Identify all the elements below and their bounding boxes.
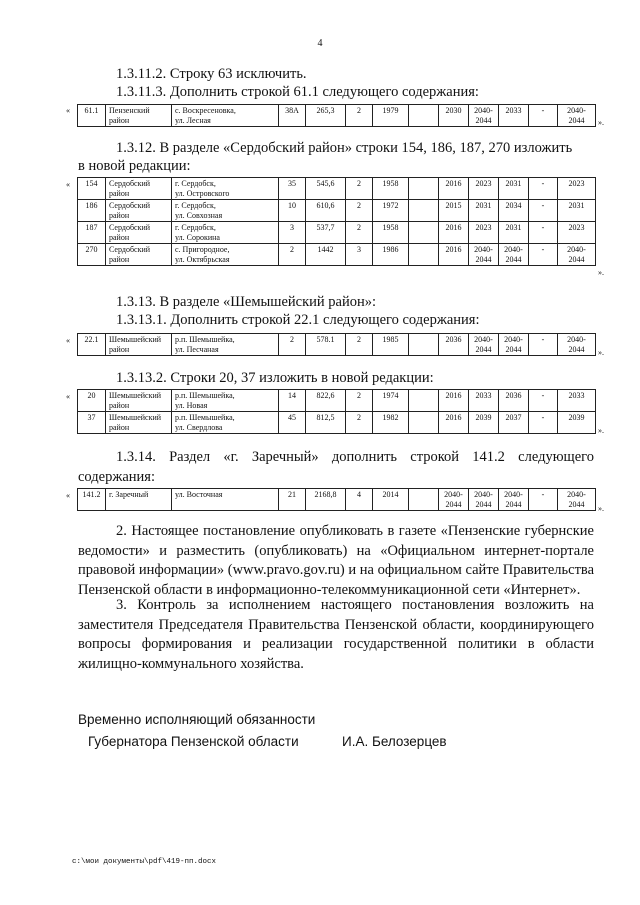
table-rows-5 (77, 488, 596, 511)
table-cell: 2023 (558, 222, 596, 244)
clause-1-3-12: 1.3.12. В разделе «Сердобский район» строки 154, 186, 187, 270 изложить (116, 140, 573, 156)
table-cell: 14 (279, 390, 306, 412)
table-cell: 2033 (558, 390, 596, 412)
table-cell: с. Пригородное, ул. Октябрьская (172, 244, 279, 266)
table-cell: 4 (346, 489, 373, 511)
table-cell: 2036 (499, 390, 529, 412)
clause-1-3-13-2: 1.3.13.2. Строки 20, 37 изложить в новой редакции: (116, 370, 434, 386)
table-cell: 2033 (469, 390, 499, 412)
table-row (78, 200, 596, 222)
table-cell: 1979 (373, 105, 409, 127)
table-cell: ул. Восточная (172, 489, 279, 511)
table-cell: 2 (279, 334, 306, 356)
table-cell: 2040- 2044 (558, 489, 596, 511)
table-cell (409, 105, 439, 127)
table-row (78, 334, 596, 356)
table-row (78, 222, 596, 244)
table-cell: 1972 (373, 200, 409, 222)
table-cell: 2040- 2044 (558, 244, 596, 266)
table-cell: 2031 (558, 200, 596, 222)
table-cell: 2 (346, 222, 373, 244)
clause-1-3-14: 1.3.14. Раздел «г. Заречный» дополнить строкой 141.2 следующего содержания: (78, 449, 594, 485)
table4-close-quote: ». (598, 426, 604, 435)
table-cell: 2040- 2044 (558, 334, 596, 356)
table-cell: 2168,8 (306, 489, 346, 511)
table-cell: 2 (346, 412, 373, 434)
table-cell: г. Сердобск, ул. Совхозная (172, 200, 279, 222)
table2-close-quote: ». (598, 268, 604, 277)
table-cell: 45 (279, 412, 306, 434)
table-cell: - (529, 334, 558, 356)
table-cell: 2040- 2044 (469, 489, 499, 511)
table-cell (409, 244, 439, 266)
paragraph-3: 3. Контроль за исполнением настоящего постановления возложить на заместителя Председателя Правительства Пензенской области, координирующего вопросы формирования и реализации государственной политики в области жилищно-коммунального хозяйства. (78, 597, 594, 672)
table-cell: 2031 (499, 178, 529, 200)
table3-close-quote: ». (598, 348, 604, 357)
table-cell: 2016 (439, 244, 469, 266)
table-cell: 3 (346, 244, 373, 266)
table-cell: 2 (346, 200, 373, 222)
table1-close-quote: ». (598, 118, 604, 127)
table-cell: 2 (346, 390, 373, 412)
table-cell: 1974 (373, 390, 409, 412)
table-cell: 186 (78, 200, 106, 222)
signature-title-line-1: Временно исполняющий обязанности (78, 712, 316, 727)
table-rows-4 (77, 389, 596, 434)
table-cell (409, 390, 439, 412)
table-cell (409, 412, 439, 434)
table-cell: 2031 (499, 222, 529, 244)
table-cell: 537,7 (306, 222, 346, 244)
table-cell: - (529, 105, 558, 127)
table-cell: 61.1 (78, 105, 106, 127)
table-cell: Шемышейский район (106, 334, 172, 356)
table-cell: Шемышейский район (106, 390, 172, 412)
table-row (78, 105, 596, 127)
table-cell: 1985 (373, 334, 409, 356)
clause-1-3-13-1: 1.3.13.1. Дополнить строкой 22.1 следующего содержания: (116, 312, 480, 328)
table-cell: - (529, 200, 558, 222)
signature-title-line-2: Губернатора Пензенской области (88, 734, 299, 749)
table-cell: Сердобский район (106, 178, 172, 200)
table-cell: 2031 (469, 200, 499, 222)
table-cell: Сердобский район (106, 244, 172, 266)
table-cell: - (529, 244, 558, 266)
clause-1-3-13: 1.3.13. В разделе «Шемышейский район»: (116, 294, 377, 310)
table-cell: 20 (78, 390, 106, 412)
table4-open-quote: « (66, 392, 70, 401)
table-cell: г. Сердобск, ул. Сорокина (172, 222, 279, 244)
table-cell: - (529, 178, 558, 200)
table-cell: 2 (346, 105, 373, 127)
table-cell: 545,6 (306, 178, 346, 200)
clause-1-3-11-2: 1.3.11.2. Строку 63 исключить. (116, 66, 307, 82)
paragraph-2: 2. Настоящее постановление опубликовать в газете «Пензенские губернские ведомости» и разместить (опубликовать) на «Официальном интернет-портале правовой информации» (www.pravo.gov.ru) и на официальном сайте Правительства Пензенской области в информационно-телекоммуникационной сети «Интернет». (78, 523, 594, 598)
table-cell: 265,3 (306, 105, 346, 127)
table-cell: - (529, 489, 558, 511)
clause-1-3-11-3: 1.3.11.3. Дополнить строкой 61.1 следующего содержания: (116, 84, 479, 100)
table-cell: р.п. Шемышейка, ул. Песчаная (172, 334, 279, 356)
table-cell: 37 (78, 412, 106, 434)
table-rows-1 (77, 104, 596, 127)
table-cell: 3 (279, 222, 306, 244)
table-cell: 2037 (499, 412, 529, 434)
table-cell: 2016 (439, 222, 469, 244)
table-cell: 578.1 (306, 334, 346, 356)
table-cell (409, 178, 439, 200)
table-cell: 1982 (373, 412, 409, 434)
table-cell: 1986 (373, 244, 409, 266)
table-cell: 2023 (558, 178, 596, 200)
table-cell (409, 200, 439, 222)
table-cell: 187 (78, 222, 106, 244)
table-cell: 21 (279, 489, 306, 511)
table-cell: Пензенский район (106, 105, 172, 127)
table-cell: 2 (346, 178, 373, 200)
table-cell: 1958 (373, 222, 409, 244)
table-cell: р.п. Шемышейка, ул. Свердлова (172, 412, 279, 434)
table-cell: 10 (279, 200, 306, 222)
table-cell: 141.2 (78, 489, 106, 511)
table-cell: 2039 (469, 412, 499, 434)
table-cell: р.п. Шемышейка, ул. Новая (172, 390, 279, 412)
table-cell: г. Сердобск, ул. Островского (172, 178, 279, 200)
table-row (78, 178, 596, 200)
table-cell: 154 (78, 178, 106, 200)
table-cell: 2040- 2044 (469, 334, 499, 356)
table-row (78, 489, 596, 511)
table1-open-quote: « (66, 106, 70, 115)
clause-1-3-12-cont: в новой редакции: (78, 158, 191, 174)
table-cell: 2040- 2044 (439, 489, 469, 511)
table-rows-3 (77, 333, 596, 356)
table-cell (409, 334, 439, 356)
table-cell: Шемышейский район (106, 412, 172, 434)
table-cell: 2040- 2044 (499, 489, 529, 511)
table-cell: 822,6 (306, 390, 346, 412)
table-cell (409, 489, 439, 511)
table-cell: Сердобский район (106, 200, 172, 222)
table-cell: 610,6 (306, 200, 346, 222)
table5-close-quote: ». (598, 504, 604, 513)
table-cell: 2 (279, 244, 306, 266)
table2-open-quote: « (66, 180, 70, 189)
file-path-footer: c:\мои документы\pdf\419-пп.docx (72, 858, 217, 866)
table-cell: г. Заречный (106, 489, 172, 511)
table3-open-quote: « (66, 336, 70, 345)
table-cell: 2040- 2044 (499, 244, 529, 266)
table-cell: 2016 (439, 412, 469, 434)
table-cell: - (529, 222, 558, 244)
table-cell: 2023 (469, 222, 499, 244)
table-cell: 270 (78, 244, 106, 266)
table-cell: 2034 (499, 200, 529, 222)
table-row (78, 412, 596, 434)
table-row (78, 244, 596, 266)
page-number: 4 (317, 38, 323, 49)
table-cell: 2016 (439, 390, 469, 412)
table-cell: - (529, 390, 558, 412)
table-cell: Сердобский район (106, 222, 172, 244)
table-cell: 22.1 (78, 334, 106, 356)
table5-open-quote: « (66, 491, 70, 500)
table-cell (409, 222, 439, 244)
table-cell: 812,5 (306, 412, 346, 434)
table-rows-2 (77, 177, 596, 266)
table-cell: 2040- 2044 (469, 244, 499, 266)
signature-name: И.А. Белозерцев (342, 734, 447, 749)
table-cell: 2030 (439, 105, 469, 127)
table-cell: 2023 (469, 178, 499, 200)
table-cell: 2040- 2044 (558, 105, 596, 127)
table-cell: 2 (346, 334, 373, 356)
table-cell: 2036 (439, 334, 469, 356)
table-cell: с. Воскресеновка, ул. Лесная (172, 105, 279, 127)
table-cell: 38А (279, 105, 306, 127)
table-cell: 2033 (499, 105, 529, 127)
table-cell: 2015 (439, 200, 469, 222)
table-cell: 2014 (373, 489, 409, 511)
table-cell: 1442 (306, 244, 346, 266)
table-cell: - (529, 412, 558, 434)
table-cell: 2040- 2044 (499, 334, 529, 356)
table-cell: 2040- 2044 (469, 105, 499, 127)
table-cell: 35 (279, 178, 306, 200)
table-row (78, 390, 596, 412)
table-cell: 2039 (558, 412, 596, 434)
table-cell: 1958 (373, 178, 409, 200)
table-cell: 2016 (439, 178, 469, 200)
